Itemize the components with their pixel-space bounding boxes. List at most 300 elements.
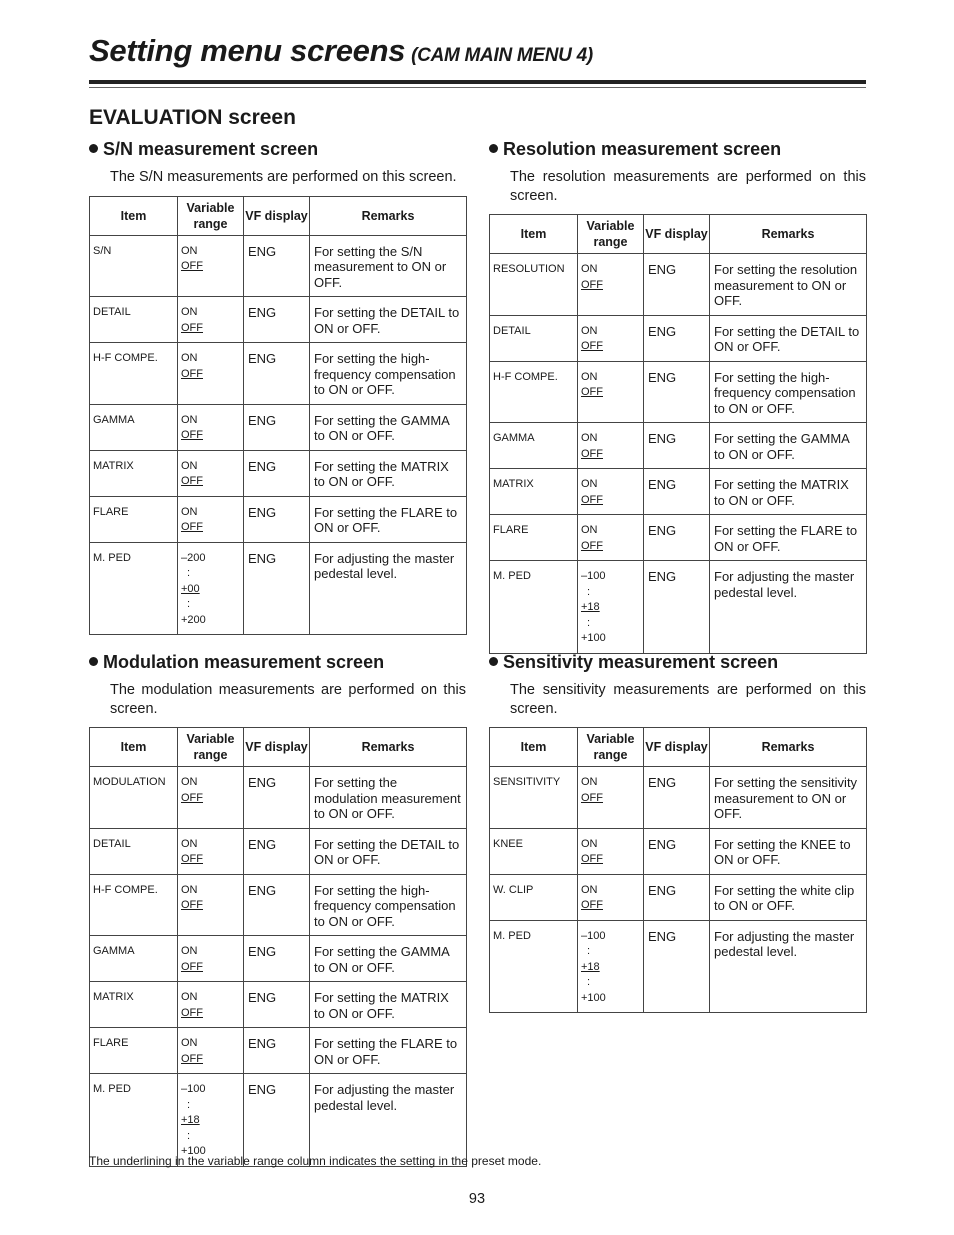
vf-text: ENG — [648, 523, 677, 538]
remarks-text: For setting the DETAIL to ON or OFF. — [314, 305, 460, 336]
remarks-cell — [310, 828, 467, 874]
item-cell — [90, 828, 178, 874]
table-row — [490, 828, 867, 874]
remarks-cell — [310, 297, 467, 343]
sensitivity-heading — [489, 652, 866, 673]
range-cell — [578, 254, 644, 316]
range-value: –100 — [181, 1083, 206, 1095]
preset-value: OFF — [581, 386, 603, 398]
remarks-text: For setting the S/N measurement to ON or OFF. — [314, 243, 447, 290]
col-header-vf: VF display — [644, 215, 710, 254]
range-value: ON — [181, 883, 198, 896]
remarks-text: For setting the high-frequency compensation to ON or OFF. — [314, 882, 456, 929]
range-value: –200 — [181, 551, 206, 564]
remarks-cell — [710, 423, 867, 469]
preset-value: OFF — [181, 1006, 203, 1019]
vf-text: ENG — [648, 569, 677, 584]
item-cell — [490, 515, 578, 561]
preset-value: OFF — [181, 321, 203, 334]
item-text: M. PED — [93, 551, 131, 564]
range-cell — [178, 828, 244, 874]
range-value: ON — [181, 945, 198, 957]
table-row — [90, 404, 467, 450]
item-cell — [490, 767, 578, 829]
remarks-cell — [310, 1074, 467, 1167]
item-text: GAMMA — [93, 413, 135, 426]
remarks-cell — [710, 315, 867, 361]
range-values — [178, 829, 243, 874]
vf-cell — [244, 1028, 310, 1074]
range-values — [178, 297, 243, 342]
vf-text: ENG — [648, 369, 677, 385]
range-values — [178, 982, 243, 1027]
preset-value: OFF — [181, 853, 203, 865]
range-cell — [578, 469, 644, 515]
vf-cell — [244, 404, 310, 450]
item-cell — [90, 982, 178, 1028]
remarks-text: For setting the KNEE to ON or OFF. — [714, 836, 851, 867]
item-cell — [90, 235, 178, 297]
range-values — [578, 829, 643, 874]
vf-text: ENG — [248, 412, 277, 428]
range-value: +100 — [181, 1145, 206, 1157]
vf-text: ENG — [248, 504, 277, 520]
remarks-cell — [710, 469, 867, 515]
section-title: EVALUATION screen — [89, 106, 296, 129]
range-values — [178, 1028, 243, 1073]
item-text: MATRIX — [93, 991, 134, 1003]
item-cell — [90, 936, 178, 982]
resolution-table — [489, 214, 867, 654]
vf-text: ENG — [248, 1036, 277, 1051]
table-row — [90, 450, 467, 496]
table-row — [90, 874, 467, 936]
resolution-heading-text: Resolution measurement screen — [503, 139, 782, 159]
item-text: S/N — [93, 244, 112, 257]
col-header-range: Variable range — [578, 215, 644, 254]
col-header-item: Item — [490, 728, 578, 767]
table-row — [90, 936, 467, 982]
item-text: DETAIL — [93, 837, 131, 850]
col-header-vf: VF display — [644, 728, 710, 767]
item-cell — [490, 469, 578, 515]
remarks-text: For setting the FLARE to ON or OFF. — [714, 523, 858, 554]
remarks-cell — [310, 982, 467, 1028]
item-text: W. CLIP — [493, 883, 534, 896]
range-cell — [178, 1028, 244, 1074]
table-row — [490, 423, 867, 469]
remarks-cell — [310, 235, 467, 297]
range-cell — [178, 450, 244, 496]
item-cell — [490, 561, 578, 654]
range-cell — [178, 767, 244, 829]
range-values — [178, 497, 243, 542]
table-row — [90, 1074, 467, 1167]
item-text: RESOLUTION — [493, 263, 565, 275]
preset-value: OFF — [181, 960, 203, 973]
item-text: GAMMA — [93, 945, 135, 957]
vf-cell — [644, 767, 710, 829]
vf-text: ENG — [248, 458, 277, 474]
range-value: ON — [581, 524, 598, 536]
range-value: ON — [181, 837, 198, 850]
remarks-text: For setting the FLARE to ON or OFF. — [314, 1036, 458, 1067]
vf-text: ENG — [248, 550, 277, 566]
remarks-cell — [310, 936, 467, 982]
table-row — [90, 828, 467, 874]
table-row — [490, 767, 867, 829]
col-header-remarks: Remarks — [710, 728, 867, 767]
item-cell — [90, 343, 178, 405]
range-values — [178, 767, 243, 812]
table-row — [490, 874, 867, 920]
item-text: H-F COMPE. — [93, 883, 158, 896]
preset-value: OFF — [181, 367, 203, 380]
table-row — [490, 254, 867, 316]
vf-cell — [244, 235, 310, 297]
range-value: ON — [181, 413, 198, 426]
remarks-text: For setting the DETAIL to ON or OFF. — [314, 836, 460, 867]
remarks-text: For setting the modulation measurement to ON or OFF. — [314, 775, 461, 821]
preset-value: +00 — [181, 582, 200, 595]
vf-cell — [644, 920, 710, 1013]
title-rule-thin — [89, 87, 866, 88]
table-row — [490, 469, 867, 515]
range-value: : — [587, 585, 591, 598]
page-title — [89, 33, 593, 69]
range-value: ON — [581, 324, 598, 337]
item-cell — [90, 297, 178, 343]
table-row — [90, 235, 467, 297]
range-value: +200 — [181, 613, 206, 626]
item-cell — [490, 423, 578, 469]
bullet-icon — [489, 144, 498, 153]
remarks-text: For setting the MATRIX to ON or OFF. — [314, 458, 449, 489]
item-cell — [90, 874, 178, 936]
vf-text: ENG — [248, 882, 277, 898]
range-value: ON — [181, 459, 198, 472]
vf-text: ENG — [248, 944, 277, 959]
preset-value: OFF — [581, 493, 603, 506]
bullet-icon — [89, 657, 98, 666]
item-text: MATRIX — [93, 459, 134, 472]
item-text: KNEE — [493, 837, 523, 850]
item-cell — [90, 496, 178, 542]
range-value: ON — [181, 244, 198, 257]
table-header-row — [90, 196, 467, 235]
remarks-text: For setting the GAMMA to ON or OFF. — [314, 944, 450, 975]
table-header-row — [90, 728, 467, 767]
item-cell — [490, 361, 578, 423]
sn-heading-text: S/N measurement screen — [103, 139, 319, 159]
item-text: FLARE — [493, 524, 529, 536]
vf-text: ENG — [648, 262, 677, 277]
item-text: SENSITIVITY — [493, 776, 561, 788]
range-value: ON — [581, 478, 598, 490]
item-text: FLARE — [93, 505, 129, 518]
range-cell — [578, 920, 644, 1013]
remarks-text: For setting the resolution measurement to ON or OFF. — [714, 262, 858, 308]
page-number: 93 — [468, 1191, 486, 1207]
col-header-item: Item — [90, 196, 178, 235]
vf-cell — [244, 1074, 310, 1167]
footnote: The underlining in the variable range column indicates the setting in the preset mode. — [89, 1154, 542, 1168]
sensitivity-heading-text: Sensitivity measurement screen — [503, 652, 779, 672]
remarks-cell — [710, 515, 867, 561]
vf-text: ENG — [248, 305, 277, 320]
range-values — [578, 561, 643, 653]
table-row — [90, 982, 467, 1028]
range-value: ON — [181, 1037, 198, 1049]
range-values — [578, 875, 643, 920]
range-value: +100 — [581, 632, 606, 644]
range-values — [578, 921, 643, 1013]
col-header-vf: VF display — [244, 196, 310, 235]
vf-cell — [644, 828, 710, 874]
range-cell — [578, 561, 644, 654]
vf-cell — [244, 874, 310, 936]
remarks-cell — [310, 767, 467, 829]
range-cell — [178, 982, 244, 1028]
remarks-cell — [710, 874, 867, 920]
range-values — [578, 469, 643, 514]
range-value: : — [187, 1129, 191, 1142]
remarks-cell — [710, 828, 867, 874]
item-cell — [90, 404, 178, 450]
range-cell — [178, 1074, 244, 1167]
range-values — [178, 236, 243, 281]
remarks-cell — [310, 874, 467, 936]
preset-value: OFF — [181, 475, 203, 487]
range-value: : — [187, 567, 191, 579]
item-text: MODULATION — [93, 776, 166, 788]
modulation-table — [89, 727, 467, 1167]
range-value: –100 — [581, 570, 606, 582]
item-text: MATRIX — [493, 478, 534, 490]
vf-text: ENG — [648, 928, 677, 944]
remarks-text: For setting the sensitivity measurement to ON or OFF. — [714, 775, 858, 821]
remarks-text: For adjusting the master pedestal level. — [314, 1082, 455, 1113]
preset-value: OFF — [581, 899, 603, 911]
col-header-remarks: Remarks — [310, 196, 467, 235]
item-cell — [490, 828, 578, 874]
vf-cell — [244, 450, 310, 496]
preset-value: OFF — [181, 429, 203, 441]
table-row — [490, 920, 867, 1013]
preset-value: OFF — [581, 539, 603, 552]
remarks-text: For setting the high-frequency compensation to ON or OFF. — [314, 351, 456, 397]
range-value: : — [187, 598, 191, 610]
range-cell — [178, 404, 244, 450]
range-values — [578, 515, 643, 560]
range-values — [578, 254, 643, 299]
remarks-text: For setting the GAMMA to ON or OFF. — [714, 431, 850, 462]
range-value: ON — [181, 991, 198, 1003]
remarks-cell — [310, 343, 467, 405]
preset-value: OFF — [581, 278, 603, 291]
remarks-text: For setting the GAMMA to ON or OFF. — [314, 412, 450, 443]
range-value: +100 — [581, 991, 606, 1004]
remarks-cell — [710, 767, 867, 829]
range-values — [178, 451, 243, 496]
col-header-range: Variable range — [178, 728, 244, 767]
remarks-text: For adjusting the master pedestal level. — [714, 928, 855, 959]
range-value: ON — [181, 776, 198, 788]
table-row — [490, 361, 867, 423]
vf-cell — [244, 982, 310, 1028]
range-values — [178, 543, 243, 635]
vf-text: ENG — [248, 775, 277, 790]
range-value: ON — [581, 837, 598, 850]
col-header-vf: VF display — [244, 728, 310, 767]
modulation-intro: The modulation measurements are performed on this screen. — [110, 682, 466, 717]
table-row — [90, 542, 467, 635]
modulation-block — [89, 652, 466, 1167]
remarks-cell — [310, 542, 467, 635]
table-header-row — [490, 215, 867, 254]
table-row — [490, 315, 867, 361]
sn-block — [89, 139, 466, 635]
preset-value: OFF — [581, 853, 603, 865]
item-text: M. PED — [493, 570, 531, 582]
vf-text: ENG — [248, 1082, 277, 1097]
vf-text: ENG — [248, 836, 277, 852]
range-value: ON — [581, 370, 598, 383]
remarks-cell — [310, 404, 467, 450]
vf-cell — [644, 515, 710, 561]
range-cell — [578, 423, 644, 469]
sensitivity-table — [489, 727, 867, 1013]
vf-text: ENG — [248, 351, 277, 366]
item-text: H-F COMPE. — [493, 370, 558, 383]
vf-cell — [644, 315, 710, 361]
table-row — [490, 515, 867, 561]
vf-cell — [244, 936, 310, 982]
item-cell — [90, 767, 178, 829]
range-cell — [578, 361, 644, 423]
range-cell — [178, 297, 244, 343]
range-values — [578, 362, 643, 407]
range-values — [178, 1074, 243, 1166]
sn-table — [89, 196, 467, 636]
range-cell — [178, 542, 244, 635]
item-text: M. PED — [93, 1083, 131, 1095]
remarks-text: For setting the MATRIX to ON or OFF. — [714, 477, 849, 508]
vf-cell — [644, 361, 710, 423]
remarks-cell — [310, 450, 467, 496]
vf-text: ENG — [648, 836, 677, 852]
range-value: ON — [581, 432, 598, 444]
table-row — [90, 1028, 467, 1074]
range-values — [578, 767, 643, 812]
remarks-text: For setting the DETAIL to ON or OFF. — [714, 323, 860, 354]
range-cell — [178, 496, 244, 542]
range-value: –100 — [581, 929, 606, 942]
range-value: : — [587, 616, 591, 629]
vf-cell — [644, 423, 710, 469]
col-header-item: Item — [90, 728, 178, 767]
range-values — [178, 875, 243, 920]
col-header-remarks: Remarks — [710, 215, 867, 254]
range-value: ON — [581, 776, 598, 788]
title-rule — [89, 80, 866, 84]
remarks-text: For setting the white clip to ON or OFF. — [714, 882, 855, 913]
col-header-remarks: Remarks — [310, 728, 467, 767]
sn-intro: The S/N measurements are performed on this screen. — [110, 169, 457, 185]
item-text: GAMMA — [493, 432, 535, 444]
table-row — [90, 297, 467, 343]
remarks-text: For setting the FLARE to ON or OFF. — [314, 504, 458, 535]
page-title-text: Setting menu screens — [89, 33, 406, 68]
table-header-row — [490, 728, 867, 767]
range-values — [178, 405, 243, 450]
range-cell — [578, 515, 644, 561]
item-cell — [90, 1074, 178, 1167]
remarks-cell — [710, 920, 867, 1013]
bullet-icon — [489, 657, 498, 666]
preset-value: OFF — [181, 521, 203, 533]
modulation-heading-text: Modulation measurement screen — [103, 652, 385, 672]
item-cell — [490, 315, 578, 361]
sensitivity-block — [489, 652, 866, 1013]
remarks-text: For adjusting the master pedestal level. — [714, 569, 855, 600]
vf-cell — [644, 874, 710, 920]
range-values — [178, 343, 243, 388]
vf-cell — [244, 542, 310, 635]
vf-text: ENG — [248, 990, 277, 1005]
vf-text: ENG — [648, 431, 677, 446]
remarks-cell — [710, 561, 867, 654]
table-row — [90, 496, 467, 542]
range-value: ON — [181, 352, 198, 364]
preset-value: OFF — [581, 447, 603, 460]
resolution-heading — [489, 139, 866, 160]
remarks-cell — [310, 1028, 467, 1074]
table-row — [90, 767, 467, 829]
vf-cell — [644, 561, 710, 654]
range-values — [578, 423, 643, 468]
remarks-cell — [710, 254, 867, 316]
remarks-cell — [710, 361, 867, 423]
bullet-icon — [89, 144, 98, 153]
item-cell — [90, 542, 178, 635]
preset-value: OFF — [181, 260, 203, 272]
range-cell — [178, 343, 244, 405]
item-cell — [90, 450, 178, 496]
item-cell — [90, 1028, 178, 1074]
vf-cell — [244, 297, 310, 343]
vf-cell — [644, 254, 710, 316]
item-text: DETAIL — [493, 324, 531, 337]
vf-cell — [244, 767, 310, 829]
item-cell — [490, 874, 578, 920]
remarks-text: For setting the MATRIX to ON or OFF. — [314, 990, 449, 1021]
preset-value: +18 — [581, 960, 600, 973]
range-value: ON — [181, 505, 198, 518]
remarks-cell — [310, 496, 467, 542]
range-value: : — [187, 1098, 191, 1111]
item-cell — [490, 254, 578, 316]
vf-text: ENG — [248, 243, 277, 259]
range-values — [578, 316, 643, 361]
item-cell — [490, 920, 578, 1013]
preset-value: OFF — [181, 899, 203, 911]
range-cell — [578, 874, 644, 920]
resolution-intro: The resolution measurements are performed on this screen. — [510, 169, 866, 204]
remarks-text: For adjusting the master pedestal level. — [314, 550, 455, 581]
vf-cell — [644, 469, 710, 515]
range-cell — [578, 767, 644, 829]
